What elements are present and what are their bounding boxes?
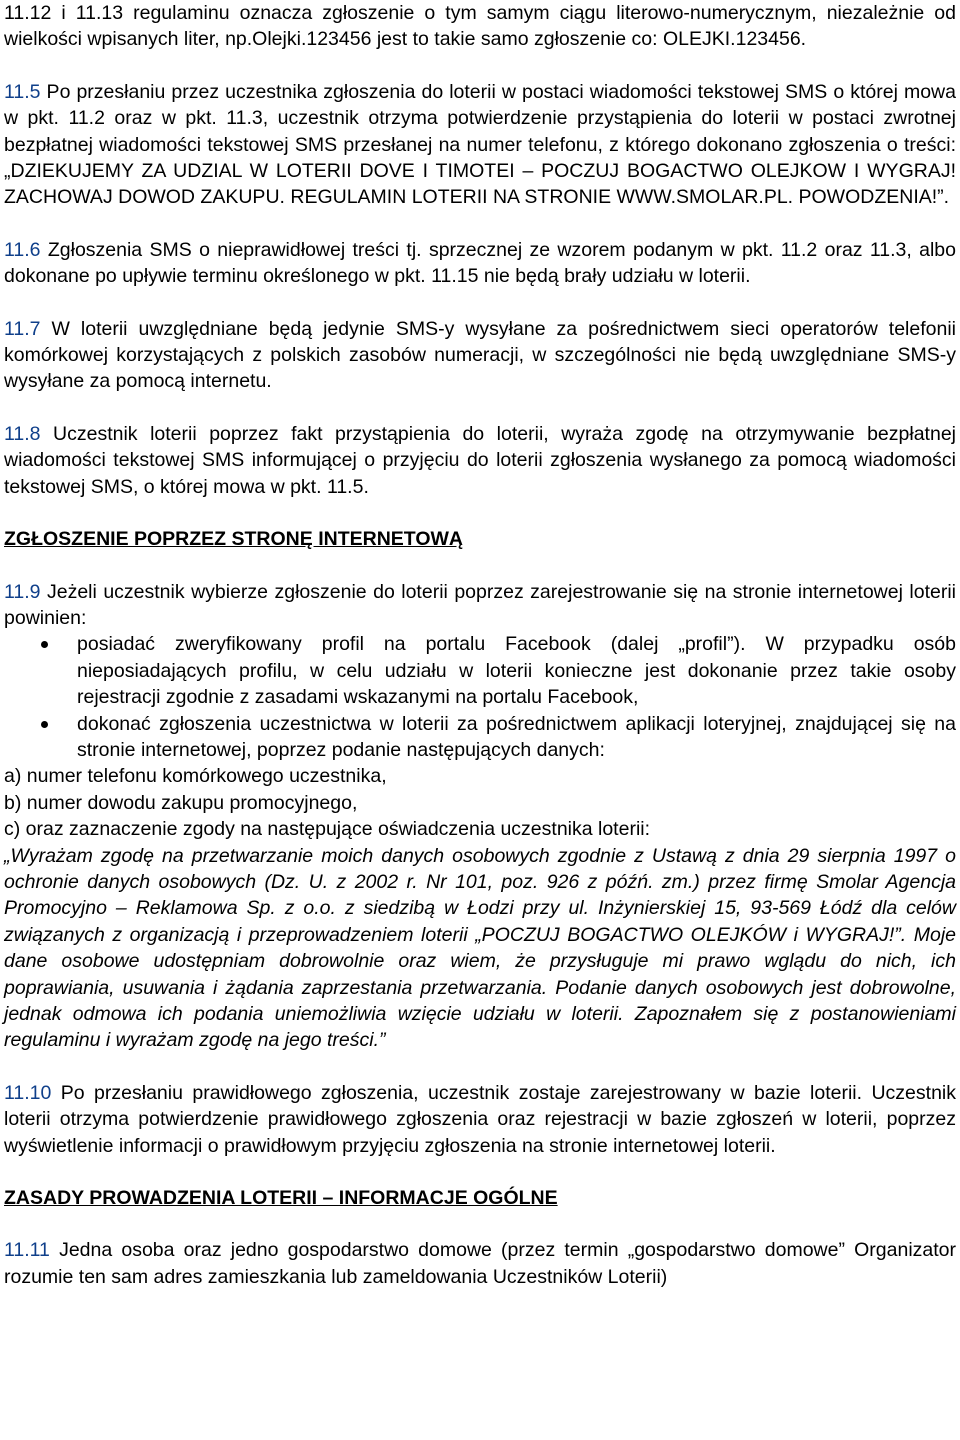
section-number: 11.6 bbox=[4, 238, 41, 261]
section-heading-internet: ZGŁOSZENIE POPRZEZ STRONĘ INTERNETOWĄ bbox=[4, 528, 463, 551]
data-item-a: a) numer telefonu komórkowego uczestnika, bbox=[4, 765, 387, 788]
section-number: 11.7 bbox=[4, 317, 41, 340]
section-heading-general: ZASADY PROWADZENIA LOTERII – INFORMACJE OGÓLNE bbox=[4, 1187, 558, 1210]
list-item bbox=[4, 631, 956, 710]
requirements-list bbox=[4, 631, 956, 763]
paragraph-11-11 bbox=[4, 1237, 956, 1290]
paragraph-11-6 bbox=[4, 237, 956, 290]
paragraph-text: Po przesłaniu przez uczestnika zgłoszenia do loterii w postaci wiadomości tekstowej SMS o której mowa w pkt. 11.2 oraz w pkt. 11.3, uczestnik otrzyma potwierdzenie przystąpienia do loterii w postaci zwrotnej bezpłatnej wiadomości tekstowej SMS przesłanej na numer telefonu, z którego dokonano zgłoszenia o treści: „DZIEKUJEMY ZA UDZIAL W LOTERII DOVE I TIMOTEI – POCZUJ BOGACTWO OLEJKOW I WYGRAJ! ZACHOWAJ DOWOD ZAKUPU. REGULAMIN LOTERII NA STRONIE WWW.SMOLAR.PL. POWODZENIA!”. bbox=[4, 80, 956, 209]
paragraph-text: W loterii uwzględniane będą jedynie SMS-y wysyłane za pośrednictwem sieci operatorów telefonii komórkowej korzystających z polskich zasobów numeracji, w szczególności nie będą uwzględniane SMS-y wysyłane za pomocą internetu. bbox=[4, 317, 956, 393]
bullet-icon bbox=[41, 721, 48, 728]
data-item-b: b) numer dowodu zakupu promocyjnego, bbox=[4, 791, 358, 814]
paragraph-text: Uczestnik loterii poprzez fakt przystąpienia do loterii, wyraża zgodę na otrzymywanie bezpłatnej wiadomości tekstowej SMS informującej o przyjęciu do loterii zgłoszenia wysłanego za pomocą wiadomości tekstowej SMS, o której mowa w pkt. 11.5. bbox=[4, 422, 956, 498]
section-number: 11.10 bbox=[4, 1081, 52, 1104]
paragraph-11-7 bbox=[4, 316, 956, 395]
section-number: 11.5 bbox=[4, 80, 41, 103]
paragraph-text: Zgłoszenia SMS o nieprawidłowej treści tj. sprzecznej ze wzorem podanym w pkt. 11.2 oraz 11.3, albo dokonane po upływie terminu określonego w pkt. 11.15 nie będą brały udziału w loterii. bbox=[4, 238, 956, 288]
paragraph-11-9 bbox=[4, 579, 956, 632]
paragraph-11-8 bbox=[4, 421, 956, 500]
section-number: 11.9 bbox=[4, 580, 41, 603]
list-item-text: dokonać zgłoszenia uczestnictwa w loterii za pośrednictwem aplikacji loteryjnej, znajdującej się na stronie internetowej, poprzez podanie następujących danych: bbox=[77, 712, 956, 761]
paragraph-11-5 bbox=[4, 79, 956, 211]
data-item-c: c) oraz zaznaczenie zgody na następujące oświadczenia uczestnika loterii: bbox=[4, 818, 651, 841]
paragraph-11-10 bbox=[4, 1080, 956, 1159]
section-number: 11.11 bbox=[4, 1239, 50, 1262]
list-item-text: posiadać zweryfikowany profil na portalu Facebook (dalej „profil”). W przypadku osób nieposiadających profilu, w celu udziału w loterii konieczne jest dokonanie przez takie osoby rejestracji zgodnie z zasadami wskazanymi na portalu Facebook, bbox=[77, 633, 956, 709]
paragraph-text: Po przesłaniu prawidłowego zgłoszenia, uczestnik zostaje zarejestrowany w bazie loterii. Uczestnik loterii otrzyma potwierdzenie prawidłowego zgłoszenia oraz rejestracji w bazie zgłoszeń w loterii, poprzez wyświetlenie informacji o prawidłowym przyjęciu zgłoszenia na stronie internetowej loterii. bbox=[4, 1081, 956, 1157]
bullet-icon bbox=[41, 641, 48, 648]
paragraph-text: Jeżeli uczestnik wybierze zgłoszenie do loterii poprzez zarejestrowanie się na stronie internetowej loterii powinien: bbox=[4, 580, 956, 629]
paragraph-text: Jedna osoba oraz jedno gospodarstwo domowe (przez termin „gospodarstwo domowe” Organizator rozumie ten sam adres zamieszkania lub zameldowania Uczestników Loterii) bbox=[4, 1239, 956, 1288]
consent-statement: „Wyrażam zgodę na przetwarzanie moich danych osobowych zgodnie z Ustawą z dnia 29 sierpnia 1997 o ochronie danych osobowych (Dz. U. z 2002 r. Nr 101, poz. 926 z późń. zm.) przez firmę Smolar Agencja Promocyjno – Reklamowa Sp. z o.o. z siedzibą w Łodzi przy ul. Inżynierskiej 15, 93-569 Łódź dla celów związanych z organizacją i przeprowadzeniem loterii „POCZUJ BOGACTWO OLEJKÓW i WYGRAJ!”. Moje dane osobowe udostępniam dobrowolnie oraz wiem, że przysługuje mi prawo wglądu do nich, ich poprawiania, usuwania i żądania zaprzestania przetwarzania. Podanie danych osobowych jest dobrowolne, jednak odmowa ich podania uniemożliwia wzięcie udziału w loterii. Zapoznałem się z postanowieniami regulaminu i wyrażam zgodę na jego treści.” bbox=[4, 844, 956, 1052]
paragraph-11-12-13: 11.12 i 11.13 regulaminu oznacza zgłoszenie o tym samym ciągu literowo-numerycznym, niezależnie od wielkości wpisanych liter, np.Olejki.123456 jest to takie samo zgłoszenie co: OLEJKI.123456. bbox=[4, 2, 956, 51]
list-item bbox=[4, 711, 956, 764]
section-number: 11.8 bbox=[4, 422, 41, 445]
